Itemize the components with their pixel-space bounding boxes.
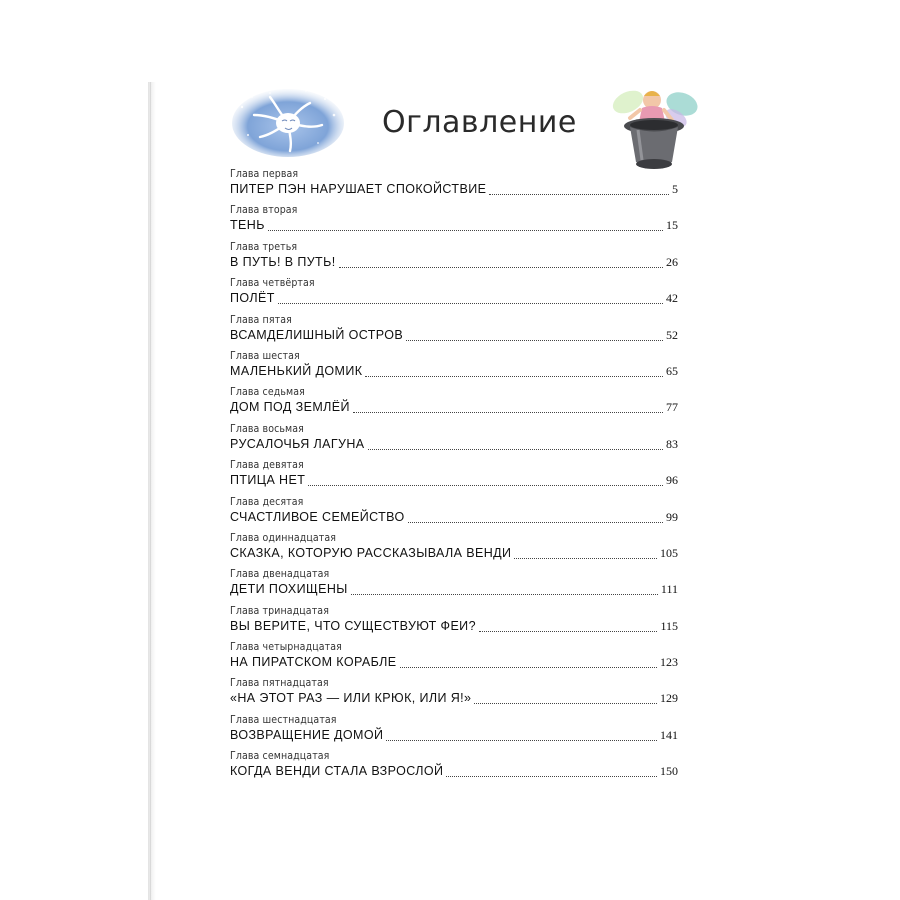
chapter-line [230, 582, 678, 602]
chapter-title: НА ПИРАТСКОМ КОРАБЛЕ [230, 655, 397, 670]
chapter-number-label: Глава семнадцатая [230, 750, 330, 763]
chapter-title: ВОЗВРАЩЕНИЕ ДОМОЙ [230, 727, 384, 742]
chapter-title: МАЛЕНЬКИЙ ДОМИК [230, 363, 363, 378]
chapter-line [230, 764, 678, 784]
dot-leader [406, 339, 663, 341]
chapter-number-label: Глава четвёртая [230, 277, 315, 290]
chapter-line [230, 546, 678, 566]
toc-entry[interactable] [230, 459, 678, 495]
chapter-number-label: Глава восьмая [230, 422, 304, 435]
toc-entry[interactable] [230, 386, 678, 422]
chapter-title: ПОЛЁТ [230, 291, 275, 306]
dot-leader [268, 229, 663, 231]
chapter-line [230, 473, 678, 493]
chapter-line [230, 328, 678, 348]
toc-entry[interactable] [230, 314, 678, 350]
page-number: 52 [666, 327, 678, 342]
page-number: 5 [672, 182, 678, 196]
toc-entry[interactable] [230, 714, 678, 750]
toc-entry[interactable] [230, 641, 678, 677]
dot-leader [514, 557, 657, 559]
chapter-line [230, 728, 678, 748]
chapter-line [230, 364, 678, 384]
page-number: 65 [666, 363, 678, 378]
chapter-line [230, 291, 678, 311]
toc-entry[interactable] [230, 532, 678, 568]
page-number: 77 [666, 400, 678, 415]
dot-leader [479, 630, 658, 632]
chapter-title: ВЫ ВЕРИТЕ, ЧТО СУЩЕСТВУЮТ ФЕИ? [230, 618, 476, 633]
chapter-title: КОГДА ВЕНДИ СТАЛА ВЗРОСЛОЙ [230, 764, 444, 779]
chapter-number-label: Глава одиннадцатая [230, 531, 337, 544]
chapter-title: РУСАЛОЧЬЯ ЛАГУНА [230, 436, 365, 451]
page-number: 129 [660, 691, 678, 706]
page-number: 26 [666, 254, 678, 269]
chapter-number-label: Глава четырнадцатая [230, 641, 342, 654]
chapter-number-label: Глава третья [230, 240, 298, 253]
page-number: 141 [660, 727, 678, 742]
toc-entry[interactable] [230, 568, 678, 604]
dot-leader [474, 702, 657, 704]
chapter-line [230, 691, 678, 711]
dot-leader [278, 302, 663, 304]
toc-entry[interactable] [230, 677, 678, 713]
fairy-in-hat-icon [600, 78, 700, 178]
page-number: 15 [666, 218, 678, 233]
chapter-title: ВСАМДЕЛИШНЫЙ ОСТРОВ [230, 327, 404, 342]
chapter-title: СКАЗКА, КОТОРУЮ РАССКАЗЫВАЛА ВЕНДИ [230, 545, 512, 560]
dot-leader [400, 666, 657, 668]
chapter-title: ДЕТИ ПОХИЩЕНЫ [230, 582, 348, 597]
page-number: 105 [660, 545, 678, 560]
chapter-number-label: Глава тринадцатая [230, 604, 329, 617]
chapter-title: «НА ЭТОТ РАЗ — ИЛИ КРЮК, ИЛИ Я!» [230, 691, 472, 706]
page-number: 83 [666, 436, 678, 451]
dot-leader [351, 593, 658, 595]
page-spine-line [150, 82, 151, 900]
dot-leader [489, 193, 669, 195]
dot-leader [446, 775, 657, 777]
chapter-title: СЧАСТЛИВОЕ СЕМЕЙСТВО [230, 509, 405, 524]
toc-entry[interactable] [230, 204, 678, 240]
page-number: 96 [666, 473, 678, 488]
chapter-line [230, 255, 678, 275]
chapter-title: ПИТЕР ПЭН НАРУШАЕТ СПОКОЙСТВИЕ [230, 182, 487, 196]
chapter-title: В ПУТЬ! В ПУТЬ! [230, 254, 336, 269]
chapter-title: ДОМ ПОД ЗЕМЛЁЙ [230, 400, 350, 415]
chapter-number-label: Глава вторая [230, 204, 298, 217]
chapter-line [230, 510, 678, 530]
toc-entry[interactable] [230, 277, 678, 313]
chapter-number-label: Глава шестая [230, 349, 300, 362]
toc-entry[interactable] [230, 496, 678, 532]
page-number: 115 [660, 618, 678, 633]
chapter-number-label: Глава десятая [230, 495, 304, 508]
dot-leader [353, 411, 663, 413]
toc-entry[interactable] [230, 168, 678, 204]
chapter-number-label: Глава первая [230, 168, 299, 180]
dot-leader [408, 521, 663, 523]
chapter-number-label: Глава пятнадцатая [230, 677, 329, 690]
toc-entry[interactable] [230, 350, 678, 386]
page-number: 42 [666, 291, 678, 306]
dot-leader [339, 266, 663, 268]
chapter-title: ТЕНЬ [230, 218, 265, 233]
chapter-line [230, 218, 678, 238]
table-of-contents [230, 168, 678, 787]
toc-entry[interactable] [230, 750, 678, 786]
page-number: 123 [660, 655, 678, 670]
chapter-line [230, 182, 678, 202]
chapter-line [230, 619, 678, 639]
chapter-number-label: Глава двенадцатая [230, 568, 330, 581]
toc-entry[interactable] [230, 241, 678, 277]
toc-entry[interactable] [230, 423, 678, 459]
chapter-line [230, 437, 678, 457]
toc-entry[interactable] [230, 605, 678, 641]
dot-leader [386, 739, 657, 741]
chapter-number-label: Глава пятая [230, 313, 292, 326]
chapter-title: ПТИЦА НЕТ [230, 473, 306, 488]
page-number: 111 [660, 582, 678, 597]
page-number: 150 [660, 764, 678, 779]
dot-leader [308, 484, 663, 486]
page-number: 99 [666, 509, 678, 524]
dot-leader [368, 448, 663, 450]
chapter-number-label: Глава шестнадцатая [230, 713, 337, 726]
dot-leader [365, 375, 663, 377]
chapter-line [230, 400, 678, 420]
chapter-line [230, 655, 678, 675]
moon-face-icon [230, 85, 345, 157]
chapter-number-label: Глава девятая [230, 459, 304, 472]
chapter-number-label: Глава седьмая [230, 386, 305, 399]
page-title: Оглавление [382, 105, 577, 140]
